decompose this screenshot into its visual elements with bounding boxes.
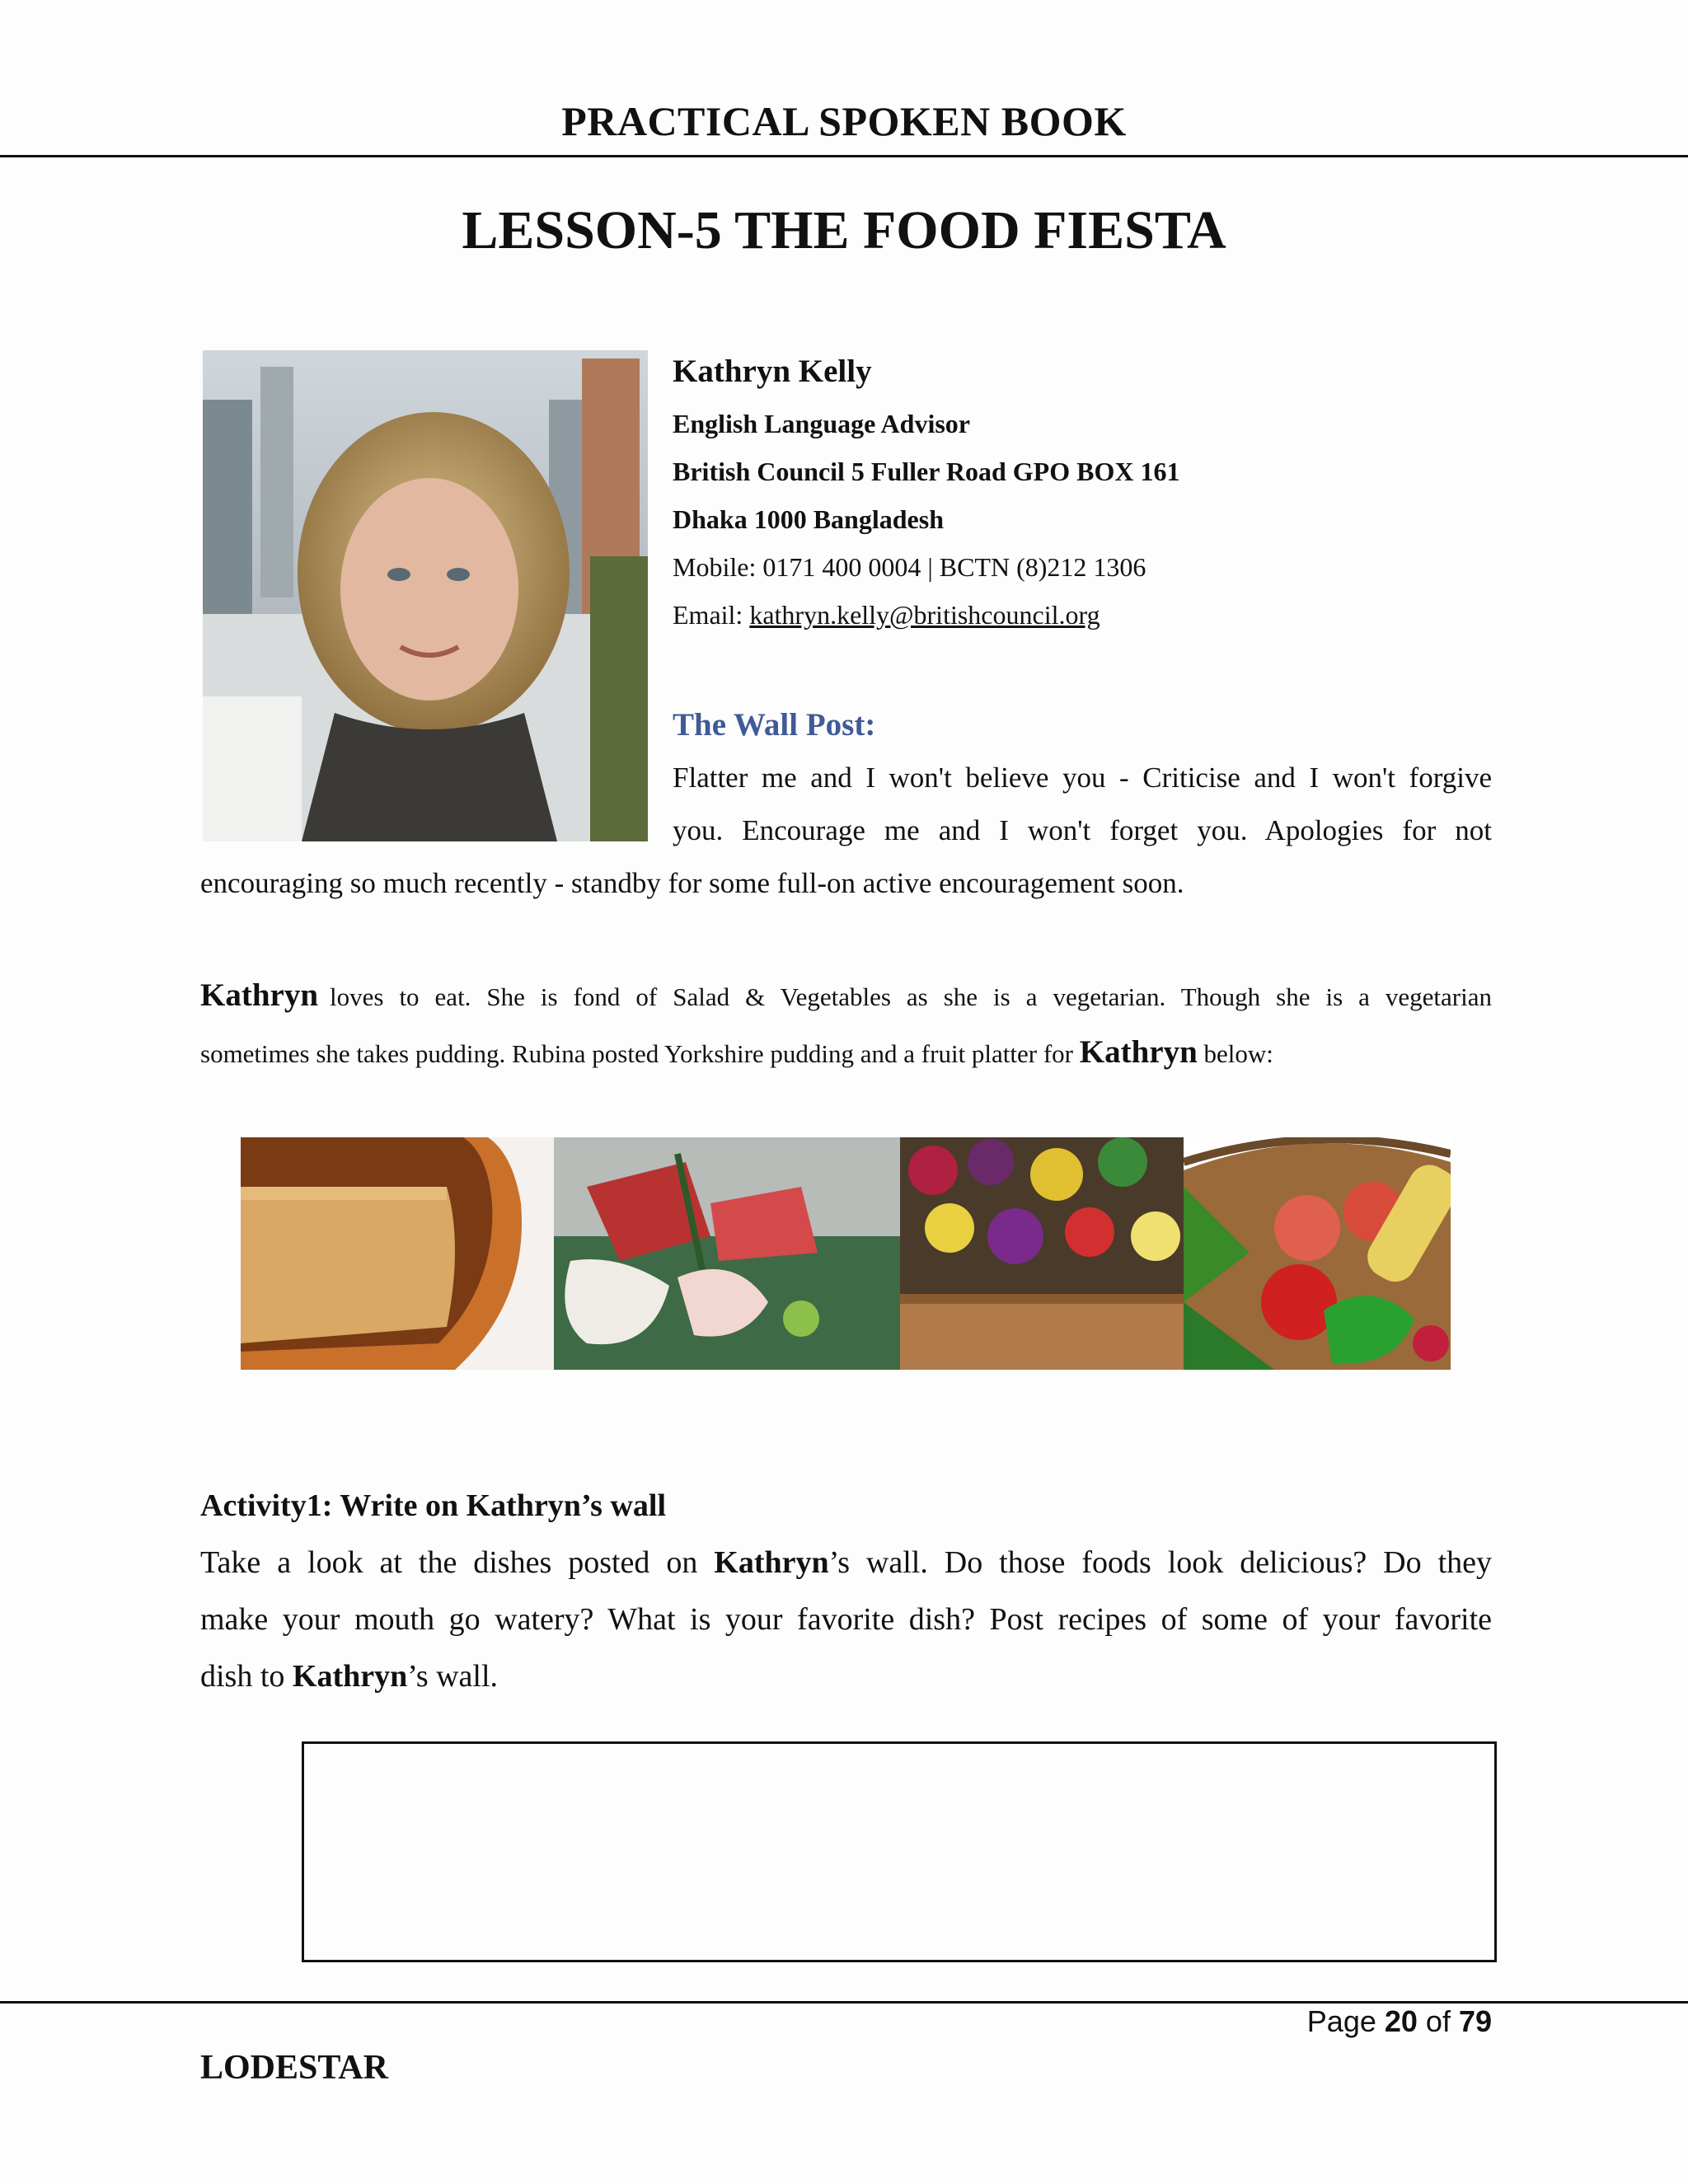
activity-text xyxy=(200,1535,1492,1705)
activity-line3 xyxy=(200,1648,1492,1705)
activity-l1-end: ’s wall. Do those foods look delicious? Do they xyxy=(828,1545,1492,1580)
intro-line2-end: below: xyxy=(1197,1039,1273,1068)
footer-brand: LODESTAR xyxy=(200,2049,388,2087)
activity-l2-text: make your mouth go watery? What is your favorite dish? Post recipes of some of your favorite xyxy=(200,1602,1492,1637)
wall-post-line1: Flatter me and I won't believe you - Criticise and I won't forgive xyxy=(673,762,1492,794)
email-link[interactable]: kathryn.kelly@britishcouncil.org xyxy=(749,600,1100,630)
page-number xyxy=(1307,2004,1492,2039)
activity-l3-end: ’s wall. xyxy=(407,1659,499,1694)
page-current: 20 xyxy=(1384,2004,1418,2038)
activity-line1-text xyxy=(200,1535,1492,1591)
food-image-strip xyxy=(241,1137,1451,1370)
wall-post-heading: The Wall Post: xyxy=(673,707,876,743)
profile-name: Kathryn Kelly xyxy=(673,354,872,389)
page-of: of xyxy=(1417,2004,1459,2038)
profile-photo xyxy=(203,350,648,841)
page-total: 79 xyxy=(1458,2004,1492,2038)
vegetable-basket-image xyxy=(1184,1137,1451,1370)
answer-box[interactable] xyxy=(302,1741,1497,1962)
intro-line2 xyxy=(200,1033,1492,1071)
intro-line2-name: Kathryn xyxy=(1079,1034,1198,1070)
profile-mobile: Mobile: 0171 400 0004 | BCTN (8)212 1306 xyxy=(673,552,1146,582)
wall-post-line2: you. Encourage me and I won't forget you. Apologies for not xyxy=(673,814,1492,846)
intro-line1 xyxy=(200,977,1492,1014)
intro-line2-start: sometimes she takes pudding. Rubina posted Yorkshire pudding and a fruit platter for xyxy=(200,1039,1080,1068)
activity-l3-name: Kathryn xyxy=(292,1659,408,1694)
activity-line1 xyxy=(200,1535,1492,1591)
profile-role: English Language Advisor xyxy=(673,409,970,438)
email-label: Email: xyxy=(673,600,750,630)
header-rule xyxy=(0,155,1688,157)
activity-heading: Activity1: Write on Kathryn’s wall xyxy=(200,1488,667,1523)
activity-line2 xyxy=(200,1591,1492,1648)
activity-l1-name: Kathryn xyxy=(714,1545,829,1580)
fruit-platter-image xyxy=(900,1137,1184,1370)
activity-l3-start: dish to xyxy=(200,1659,293,1694)
sashimi-image xyxy=(554,1137,900,1370)
wall-post-line3: encouraging so much recently - standby for some full-on active encouragement soon. xyxy=(200,867,1184,899)
activity-l1-start: Take a look at the dishes posted on xyxy=(200,1545,715,1580)
running-header: PRACTICAL SPOKEN BOOK xyxy=(561,98,1127,144)
intro-name: Kathryn xyxy=(200,977,319,1013)
page-prefix: Page xyxy=(1306,2004,1385,2038)
intro-line1-text: loves to eat. She is fond of Salad & Vegetables as she is a vegetarian. Though she is a vegetarian xyxy=(330,982,1492,1011)
footer-rule xyxy=(0,2001,1688,2004)
pudding-image xyxy=(241,1137,554,1370)
lesson-title: LESSON-5 THE FOOD FIESTA xyxy=(462,200,1226,260)
profile-address-line2: Dhaka 1000 Bangladesh xyxy=(673,504,944,534)
profile-email-line xyxy=(673,600,1100,630)
profile-address-line1: British Council 5 Fuller Road GPO BOX 161 xyxy=(673,457,1180,486)
